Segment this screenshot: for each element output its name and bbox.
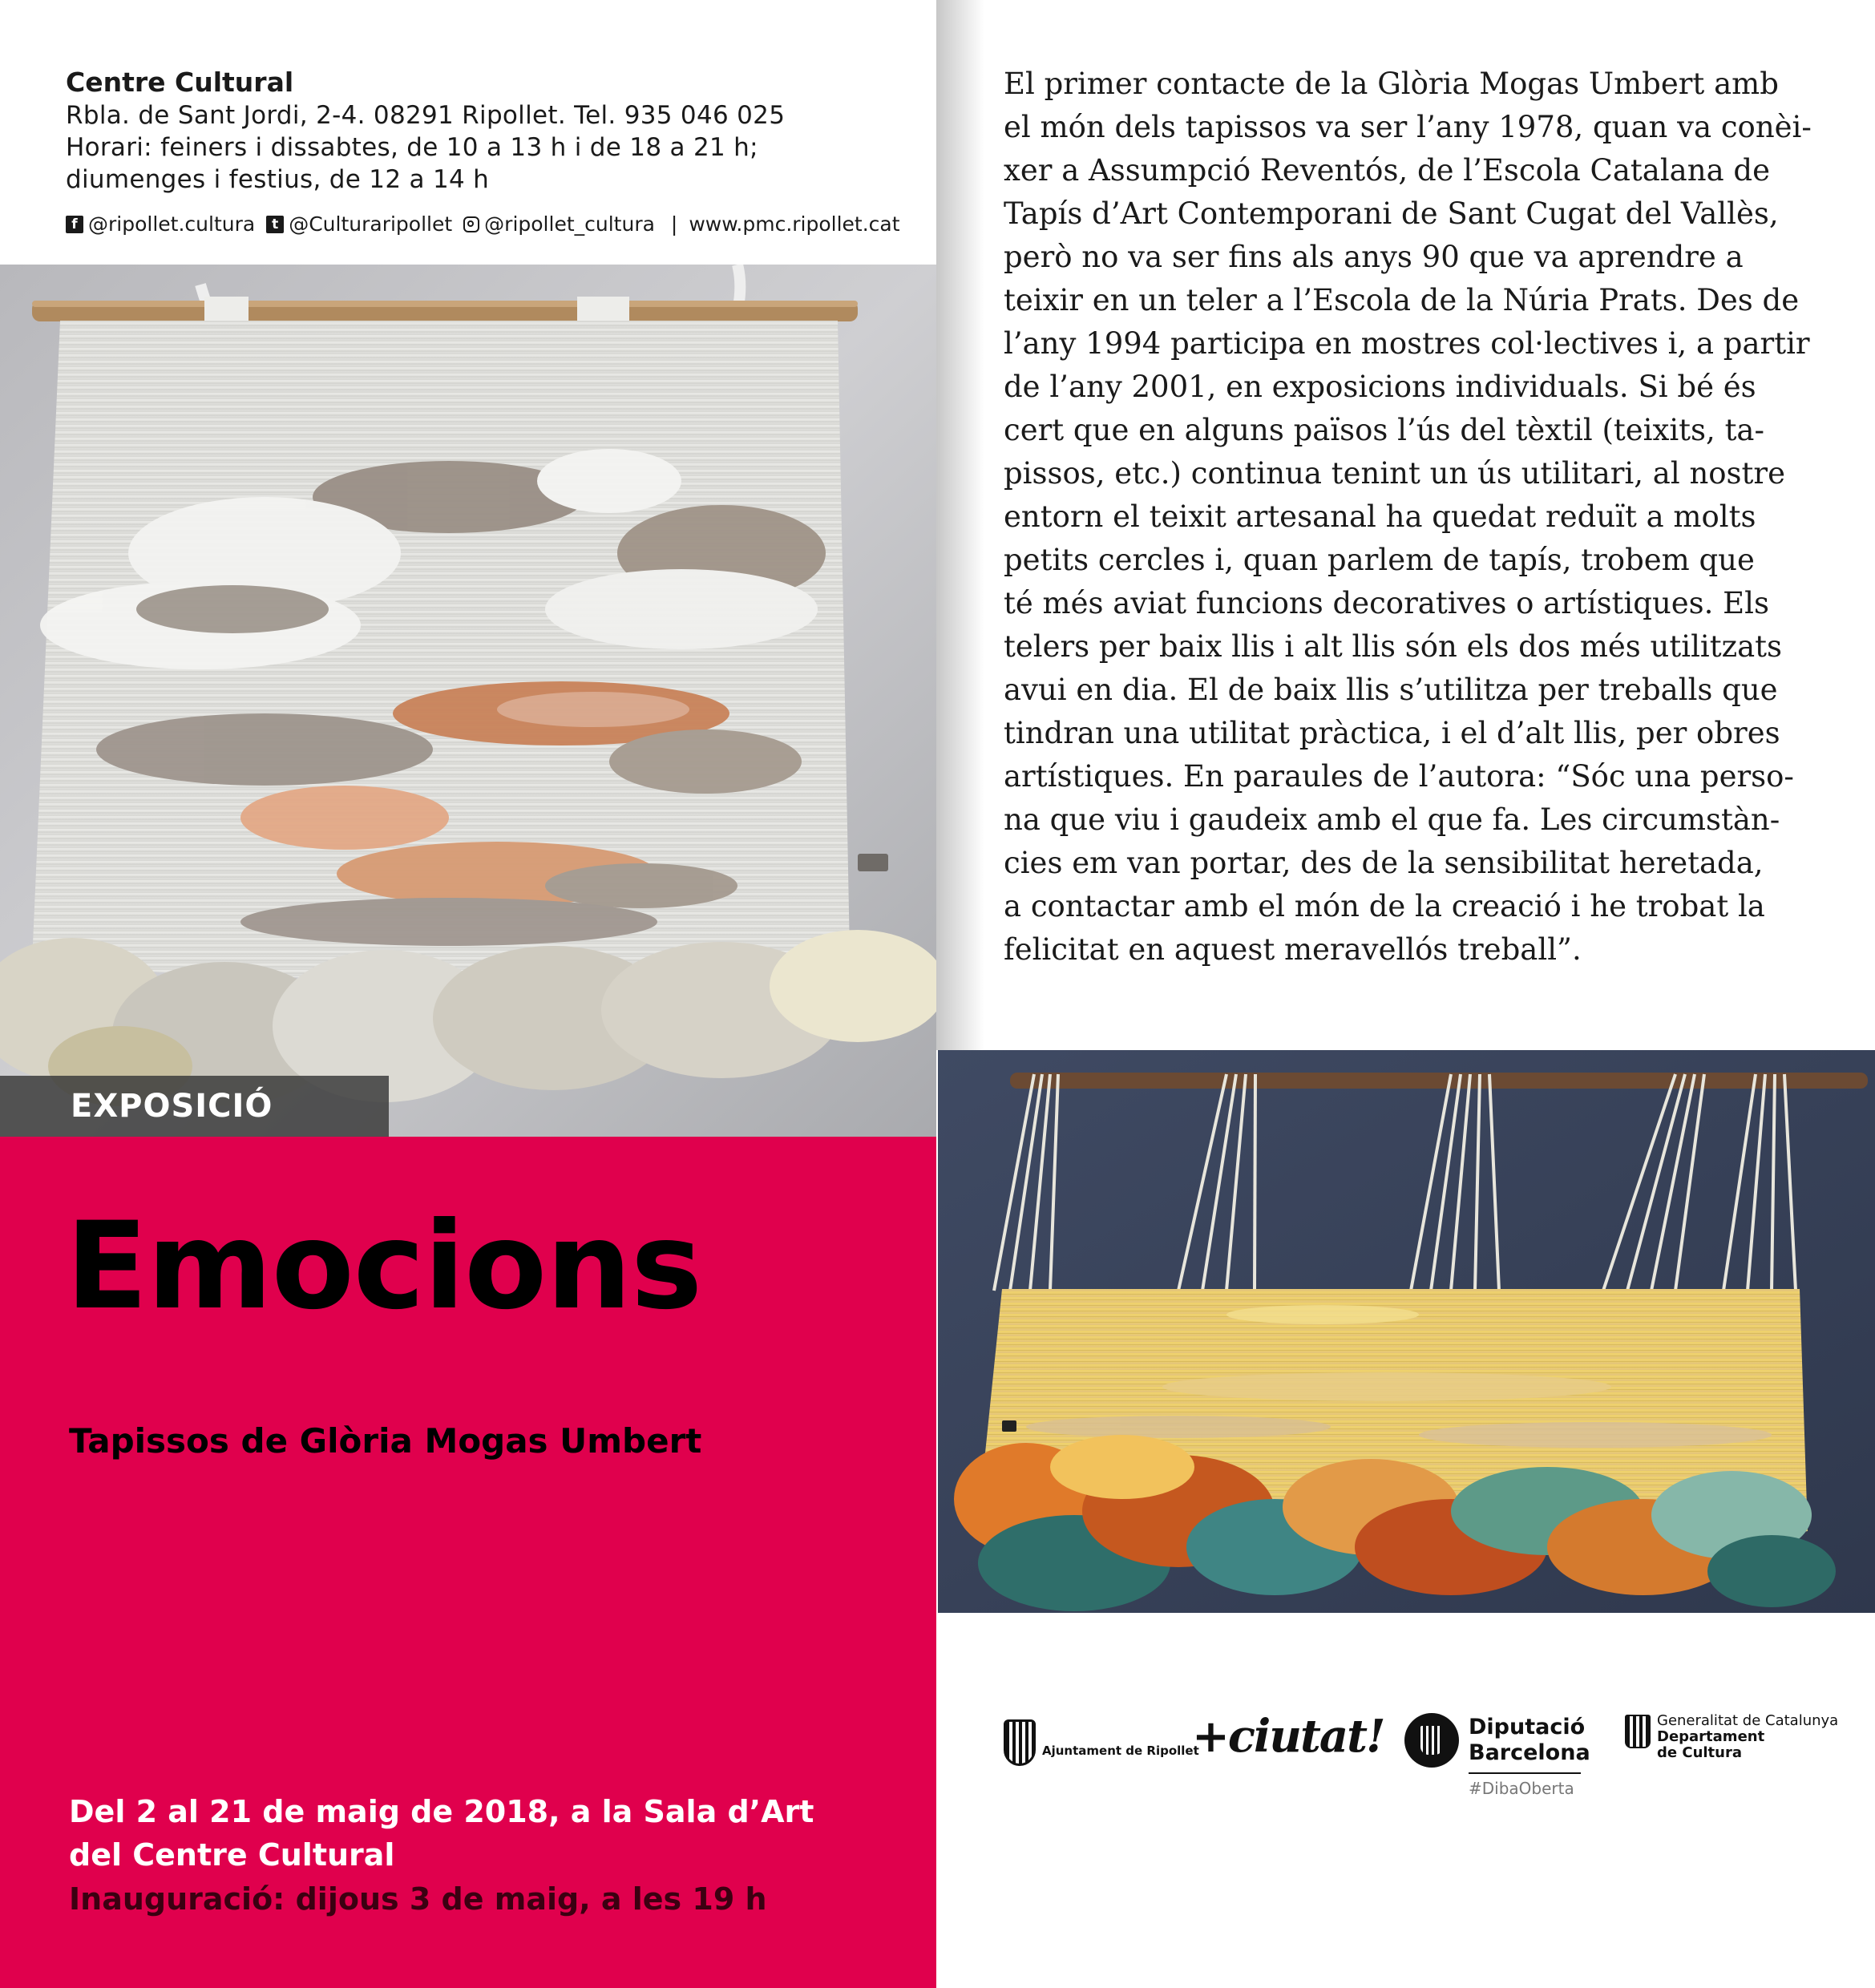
fold-shadow [936,0,984,1050]
separator: | [670,212,678,236]
website-link[interactable] [689,212,899,236]
social-links [66,212,911,236]
generalitat-department [1657,1729,1764,1761]
tapestry-photo-yellow [938,1050,1875,1613]
twitter-icon: t [266,216,284,233]
bio-line: teixir en un teler a l’Escola de la Núria Prats. Des de [1004,283,1800,317]
dates-line-2: del Centre Cultural [69,1837,395,1873]
twitter-handle: @Culturaripollet [289,212,453,236]
bio-line: pissos, etc.) continua tenint un ús utilitari, al nostre [1004,456,1785,491]
dates-line-1: Del 2 al 21 de maig de 2018, a la Sala d’Art [69,1794,814,1829]
bio-line: però no va ser fins als anys 90 que va aprendre a [1004,240,1744,274]
venue-info [66,66,915,196]
tapestry-photo-white [0,265,936,1137]
bio-line: Tapís d’Art Contemporani de Sant Cugat del Vallès, [1004,196,1779,231]
diputacio-name-line-1: Diputació [1469,1715,1586,1740]
twitter-link[interactable] [266,212,452,236]
bio-line: cert que en alguns països l’ús del tèxtil (teixits, ta- [1004,413,1764,447]
bio-line: telers per baix llis i alt llis són els dos més utilitzats [1004,629,1783,664]
exhibition-subtitle: Tapissos de Glòria Mogas Umbert [69,1421,702,1461]
venue-hours-holidays: diumenges i festius, de 12 a 14 h [66,165,490,194]
facebook-handle: @ripollet.cultura [88,212,256,236]
bio-line: El primer contacte de la Glòria Mogas Umbert amb [1004,67,1779,101]
instagram-link[interactable] [463,212,655,236]
facebook-icon: f [66,216,83,233]
bio-line: cies em van portar, des de la sensibilitat heretada, [1004,846,1764,880]
generalitat-logo [1625,1713,1857,1777]
venue-hours-weekdays: Horari: feiners i dissabtes, de 10 a 13 h i de 18 a 21 h; [66,133,758,162]
left-panel [0,0,936,1988]
generalitat-department-line-2: de Cultura [1657,1744,1742,1761]
bio-line: artístiques. En paraules de l’autora: “Sóc una perso- [1004,759,1794,794]
bio-line: de l’any 2001, en exposicions individuals. Si bé és [1004,370,1756,404]
ciutat-logo: +ciutat! [1192,1710,1384,1763]
bio-line: petits cercles i, quan parlem de tapís, trobem que [1004,543,1755,577]
venue-name: Centre Cultural [66,67,294,98]
bio-line: entorn el teixit artesanal ha quedat reduït a molts [1004,499,1756,534]
website-url: www.pmc.ripollet.cat [689,212,900,236]
exhibition-title: Emocions [66,1197,702,1336]
bio-line: a contactar amb el món de la creació i he trobat la [1004,889,1765,923]
bio-line: xer a Assumpció Reventós, de l’Escola Catalana de [1004,153,1770,188]
bio-line: avui en dia. El de baix llis s’utilitza per treballs que [1004,673,1778,707]
diputacio-name [1469,1715,1590,1766]
ripollet-shield-icon [1004,1719,1036,1766]
venue-address: Rbla. de Sant Jordi, 2-4. 08291 Ripollet. Tel. 935 046 025 [66,101,786,130]
instagram-handle: @ripollet_cultura [484,212,655,236]
sponsor-logos [1004,1695,1853,1816]
instagram-icon [463,216,479,232]
generalitat-emblem-icon [1625,1715,1651,1748]
generalitat-name: Generalitat de Catalunya [1657,1712,1839,1729]
bio-line: té més aviat funcions decoratives o artístiques. Els [1004,586,1770,620]
bio-line: na que viu i gaudeix amb el que fa. Les circumstàn- [1004,802,1780,837]
ajuntament-name: Ajuntament de Ripollet [1042,1744,1199,1758]
bio-line: tindran una utilitat pràctica, i el d’alt llis, per obres [1004,716,1780,750]
exhibition-dates [69,1790,927,1877]
bio-line: el món dels tapissos va ser l’any 1978, quan va conèi- [1004,110,1812,144]
diputacio-emblem-icon [1404,1713,1459,1768]
ajuntament-logo [1004,1719,1199,1784]
diputacio-hashtag: #DibaOberta [1469,1779,1574,1798]
bio-line: l’any 1994 participa en mostres col·lectives i, a partir [1004,326,1810,361]
diputacio-name-line-2: Barcelona [1469,1740,1590,1765]
facebook-link[interactable] [66,212,255,236]
generalitat-department-line-1: Departament [1657,1728,1765,1745]
bio-line: felicitat en aquest meravellós treball”. [1004,932,1582,967]
opening-info: Inauguració: dijous 3 de maig, a les 19 h [69,1881,767,1917]
diputacio-logo [1404,1713,1589,1801]
artist-biography [1004,63,1812,972]
category-label: EXPOSICIÓ [71,1088,273,1125]
diputacio-divider [1469,1772,1581,1774]
